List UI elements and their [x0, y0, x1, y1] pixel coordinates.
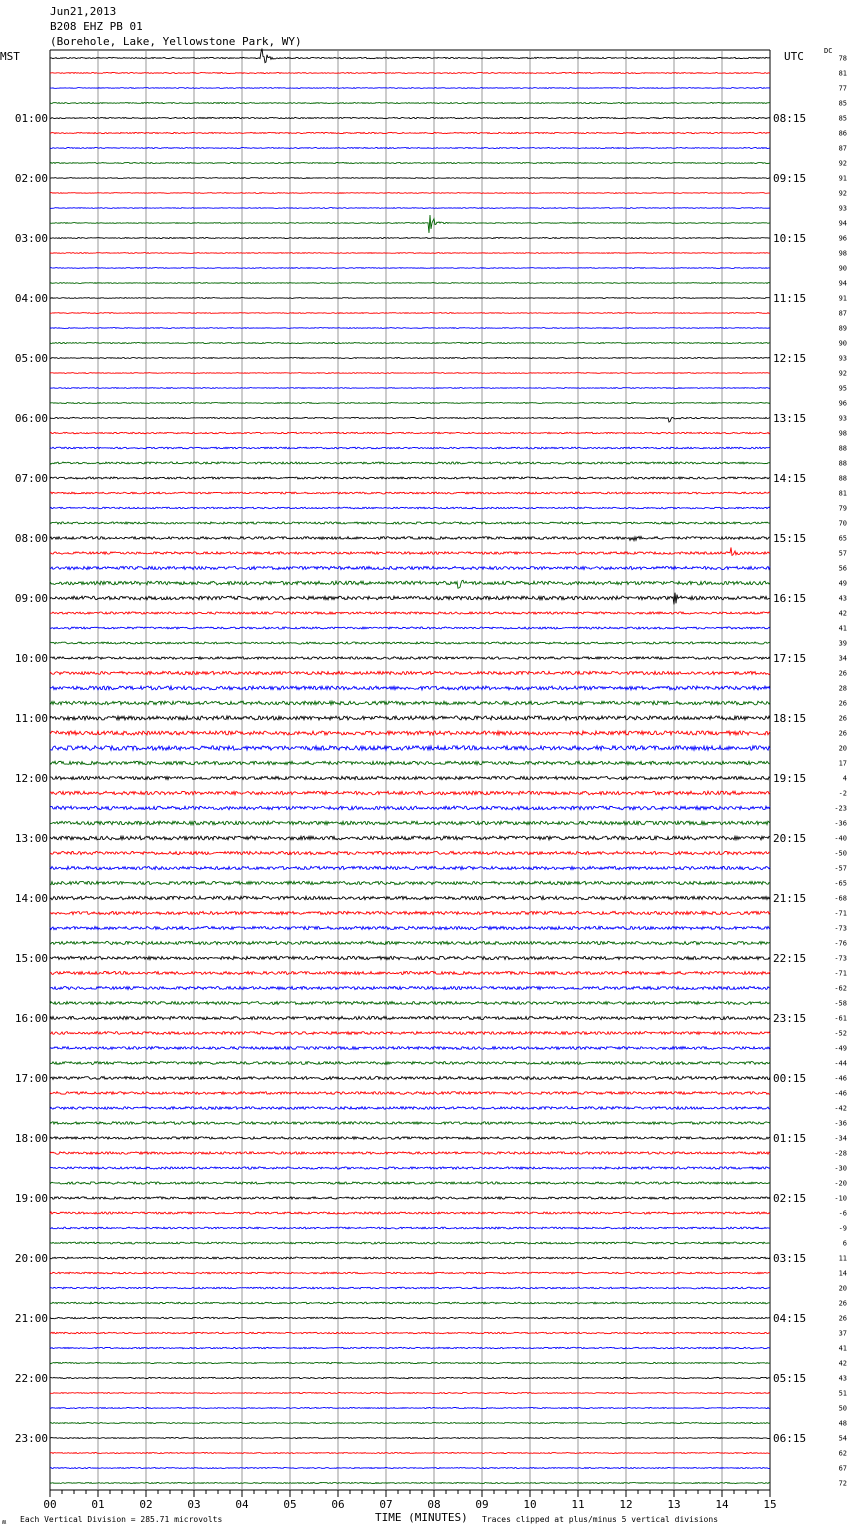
right-hour-label: 04:15: [773, 1312, 807, 1325]
seismic-trace: [50, 1212, 770, 1214]
seismic-trace: [50, 477, 770, 479]
dc-offset-label: 95: [838, 384, 847, 393]
seismic-trace: [50, 806, 770, 810]
x-tick-label: 07: [379, 1498, 393, 1511]
dc-offset-label: -68: [834, 894, 847, 903]
seismic-trace: [50, 103, 770, 104]
dc-offset-label: 41: [838, 1344, 847, 1353]
seismic-trace: [50, 642, 770, 644]
seismic-trace: [50, 88, 770, 89]
seismic-trace: [50, 627, 770, 629]
seismic-trace: [50, 1182, 770, 1184]
dc-offset-label: -57: [834, 864, 847, 873]
dc-offset-label: 50: [838, 1404, 847, 1413]
seismic-trace: [50, 358, 770, 359]
seismic-trace: [50, 417, 770, 422]
dc-offset-label: 93: [838, 414, 847, 423]
dc-offset-label: 96: [838, 399, 847, 408]
seismic-trace: [50, 941, 770, 944]
seismic-trace: [50, 178, 770, 179]
dc-offset-label: -28: [834, 1149, 847, 1158]
right-hour-label: 03:15: [773, 1252, 807, 1265]
seismic-trace: [50, 73, 770, 74]
dc-offset-label: -46: [834, 1074, 847, 1083]
x-tick-label: 10: [523, 1498, 537, 1511]
dc-offset-label: 56: [838, 564, 847, 573]
left-hour-label: 06:00: [14, 412, 48, 425]
x-tick-label: 00: [43, 1498, 57, 1511]
dc-offset-label: -44: [834, 1059, 847, 1068]
seismic-trace: [50, 132, 770, 133]
seismic-trace: [50, 403, 770, 404]
dc-offset-label: 93: [838, 354, 847, 363]
dc-offset-label: -61: [834, 1014, 847, 1023]
dc-offset-label: 28: [838, 684, 847, 693]
x-tick-label: 02: [139, 1498, 153, 1511]
x-tick-label: 05: [283, 1498, 297, 1511]
scale-note: Each Vertical Division = 285.71 microvolts: [20, 1515, 223, 1524]
seismic-trace: [50, 1227, 770, 1229]
seismic-trace: [50, 1122, 770, 1125]
seismic-trace: [50, 612, 770, 614]
seismic-trace: [50, 1152, 770, 1154]
dc-offset-label: 37: [838, 1329, 847, 1338]
dc-offset-label: 88: [838, 459, 847, 468]
seismic-trace: [50, 148, 770, 149]
dc-offset-label: -73: [834, 924, 847, 933]
x-tick-label: 14: [715, 1498, 729, 1511]
seismic-trace: [50, 866, 770, 869]
left-hour-label: 09:00: [14, 592, 48, 605]
dc-offset-label: 20: [838, 1284, 847, 1293]
dc-offset-label: 93: [838, 204, 847, 213]
dc-offset-label: 48: [838, 1419, 847, 1428]
seismic-trace: [50, 1062, 770, 1065]
dc-offset-label: 88: [838, 474, 847, 483]
seismic-trace: [50, 215, 770, 233]
seismic-trace: [50, 657, 770, 659]
dc-offset-label: -65: [834, 879, 847, 888]
dc-offset-label: 91: [838, 174, 847, 183]
seismic-trace: [50, 746, 770, 750]
seismic-trace: [50, 1242, 770, 1244]
seismic-trace: [50, 911, 770, 914]
seismic-trace: [50, 926, 770, 929]
left-hour-label: 18:00: [14, 1132, 48, 1145]
dc-offset-label: -71: [834, 969, 847, 978]
dc-offset-label: 34: [838, 654, 847, 663]
left-hour-label: 07:00: [14, 472, 48, 485]
dc-offset-label: -52: [834, 1029, 847, 1038]
right-hour-label: 16:15: [773, 592, 807, 605]
dc-offset-label: 92: [838, 369, 847, 378]
dc-offset-label: -73: [834, 954, 847, 963]
dc-offset-label: 54: [838, 1434, 847, 1443]
seismic-trace: [50, 731, 770, 735]
left-hour-label: 20:00: [14, 1252, 48, 1265]
left-hour-label: 23:00: [14, 1432, 48, 1445]
dc-offset-label: 20: [838, 744, 847, 753]
dc-offset-label: 11: [838, 1254, 847, 1263]
dc-offset-label: 91: [838, 294, 847, 303]
dc-offset-label: 14: [838, 1269, 847, 1278]
right-hour-label: 05:15: [773, 1372, 807, 1385]
dc-offset-label: 51: [838, 1389, 847, 1398]
right-hour-label: 17:15: [773, 652, 807, 665]
left-hour-label: 15:00: [14, 952, 48, 965]
seismic-trace: [50, 851, 770, 854]
dc-offset-label: -50: [834, 849, 847, 858]
seismic-trace: [50, 566, 770, 569]
left-hour-label: 03:00: [14, 232, 48, 245]
dc-offset-label: 87: [838, 144, 847, 153]
seismic-trace: [50, 507, 770, 509]
seismic-trace: [50, 1197, 770, 1199]
dc-offset-label: -30: [834, 1164, 847, 1173]
dc-offset-label: -71: [834, 909, 847, 918]
dc-offset-label: -10: [834, 1194, 847, 1203]
seismic-trace: [50, 896, 770, 899]
dc-offset-label: -62: [834, 984, 847, 993]
seismic-trace: [50, 1423, 770, 1424]
dc-offset-label: 86: [838, 129, 847, 138]
dc-offset-label: 17: [838, 759, 847, 768]
seismic-trace: [50, 447, 770, 449]
seismic-trace: [50, 298, 770, 299]
dc-offset-label: 49: [838, 579, 847, 588]
dc-offset-label: 4: [842, 774, 847, 783]
dc-offset-label: 70: [838, 519, 847, 528]
seismic-trace: [50, 1347, 770, 1348]
seismic-trace: [50, 547, 770, 555]
left-hour-label: 22:00: [14, 1372, 48, 1385]
seismic-trace: [50, 716, 770, 720]
dc-offset-label: -76: [834, 939, 847, 948]
x-tick-label: 06: [331, 1498, 345, 1511]
seismic-trace: [50, 208, 770, 209]
seismic-trace: [50, 1272, 770, 1274]
dc-offset-label: 98: [838, 249, 847, 258]
dc-offset-label: -6: [838, 1209, 847, 1218]
seismic-trace: [50, 881, 770, 884]
seismic-trace: [50, 1287, 770, 1289]
dc-offset-label: 90: [838, 264, 847, 273]
corner-mark: ʍ: [2, 1518, 7, 1526]
seismic-trace: [50, 49, 770, 63]
dc-offset-label: 88: [838, 444, 847, 453]
dc-offset-label: -23: [834, 804, 847, 813]
left-hour-label: 01:00: [14, 112, 48, 125]
right-hour-label: 20:15: [773, 832, 807, 845]
seismic-trace: [50, 1393, 770, 1394]
seismic-trace: [50, 1408, 770, 1409]
dc-offset-label: -36: [834, 1119, 847, 1128]
dc-offset-label: 43: [838, 1374, 847, 1383]
x-axis-title: TIME (MINUTES): [375, 1511, 468, 1524]
dc-offset-label: 98: [838, 429, 847, 438]
dc-offset-label: 81: [838, 489, 847, 498]
seismic-trace: [50, 283, 770, 284]
dc-offset-label: 79: [838, 504, 847, 513]
dc-offset-label: 62: [838, 1449, 847, 1458]
right-hour-label: 21:15: [773, 892, 807, 905]
dc-offset-label: 94: [838, 219, 847, 228]
dc-offset-label: -2: [838, 789, 847, 798]
right-hour-label: 10:15: [773, 232, 807, 245]
dc-offset-label: 96: [838, 234, 847, 243]
seismic-trace: [50, 972, 770, 975]
seismic-trace: [50, 776, 770, 779]
seismic-trace: [50, 1257, 770, 1259]
seismic-trace: [50, 193, 770, 194]
seismic-trace: [50, 373, 770, 374]
dc-offset-label: 65: [838, 534, 847, 543]
dc-offset-label: 92: [838, 189, 847, 198]
seismic-trace: [50, 1377, 770, 1378]
seismic-trace: [50, 313, 770, 314]
seismic-trace: [50, 1047, 770, 1050]
seismic-trace: [50, 1092, 770, 1095]
right-hour-label: 02:15: [773, 1192, 807, 1205]
date-label: Jun21,2013: [50, 5, 117, 18]
x-tick-label: 09: [475, 1498, 489, 1511]
seismic-trace: [50, 1468, 770, 1469]
x-tick-label: 11: [571, 1498, 585, 1511]
seismic-trace: [50, 1302, 770, 1304]
dc-offset-label: 89: [838, 324, 847, 333]
dc-offset-label: 42: [838, 609, 847, 618]
dc-offset-label: -58: [834, 999, 847, 1008]
dc-offset-label: 78: [838, 54, 847, 63]
dc-offset-label: 26: [838, 1314, 847, 1323]
seismic-trace: [50, 956, 770, 959]
seismic-trace: [50, 328, 770, 329]
right-hour-label: 09:15: [773, 172, 807, 185]
right-hour-label: 12:15: [773, 352, 807, 365]
seismic-trace: [50, 761, 770, 764]
dc-offset-label: -36: [834, 819, 847, 828]
dc-offset-label: -20: [834, 1179, 847, 1188]
seismic-trace: [50, 1002, 770, 1005]
right-hour-label: 14:15: [773, 472, 807, 485]
x-tick-label: 12: [619, 1498, 633, 1511]
seismic-trace: [50, 580, 770, 588]
seismic-trace: [50, 701, 770, 705]
dc-offset-label: -34: [834, 1134, 847, 1143]
seismic-trace: [50, 1077, 770, 1080]
dc-offset-label: 67: [838, 1464, 847, 1473]
x-tick-label: 13: [667, 1498, 681, 1511]
dc-offset-label: 77: [838, 84, 847, 93]
x-tick-label: 01: [91, 1498, 105, 1511]
right-hour-label: 15:15: [773, 532, 807, 545]
right-timezone-label: UTC: [784, 50, 804, 63]
dc-offset-label: 92: [838, 159, 847, 168]
seismic-trace: [50, 432, 770, 433]
seismic-trace: [50, 238, 770, 239]
right-hour-label: 06:15: [773, 1432, 807, 1445]
right-hour-label: 13:15: [773, 412, 807, 425]
dc-offset-label: -9: [838, 1224, 847, 1233]
dc-offset-label: 26: [838, 1299, 847, 1308]
dc-offset-label: 41: [838, 624, 847, 633]
left-hour-label: 12:00: [14, 772, 48, 785]
seismic-trace: [50, 593, 770, 605]
right-hour-label: 00:15: [773, 1072, 807, 1085]
seismic-trace: [50, 1167, 770, 1169]
seismic-trace: [50, 1362, 770, 1363]
dc-offset-label: 81: [838, 69, 847, 78]
dc-offset-label: 26: [838, 714, 847, 723]
right-hour-label: 23:15: [773, 1012, 807, 1025]
x-tick-label: 08: [427, 1498, 441, 1511]
dc-offset-label: -46: [834, 1089, 847, 1098]
seismic-trace: [50, 1453, 770, 1454]
seismic-trace: [50, 536, 770, 540]
x-tick-label: 15: [763, 1498, 777, 1511]
dc-offset-label: -49: [834, 1044, 847, 1053]
seismic-trace: [50, 1107, 770, 1110]
right-hour-label: 19:15: [773, 772, 807, 785]
dc-offset-label: 26: [838, 699, 847, 708]
dc-offset-label: 85: [838, 99, 847, 108]
left-hour-label: 11:00: [14, 712, 48, 725]
seismic-trace: [50, 791, 770, 795]
seismic-trace: [50, 836, 770, 840]
dc-offset-label: 72: [838, 1479, 847, 1488]
seismic-trace: [50, 1032, 770, 1035]
dc-offset-label: 26: [838, 669, 847, 678]
seismic-trace: [50, 987, 770, 990]
x-tick-label: 03: [187, 1498, 201, 1511]
seismic-trace: [50, 671, 770, 674]
seismic-trace: [50, 821, 770, 825]
seismic-trace: [50, 268, 770, 269]
left-hour-label: 16:00: [14, 1012, 48, 1025]
left-hour-label: 05:00: [14, 352, 48, 365]
left-hour-label: 13:00: [14, 832, 48, 845]
station-label: B208 EHZ PB 01: [50, 20, 143, 33]
left-hour-label: 14:00: [14, 892, 48, 905]
dc-offset-label: 39: [838, 639, 847, 648]
dc-offset-label: 43: [838, 594, 847, 603]
dc-offset-label: 94: [838, 279, 847, 288]
left-hour-label: 10:00: [14, 652, 48, 665]
seismic-trace: [50, 492, 770, 494]
seismic-trace: [50, 253, 770, 254]
seismic-trace: [50, 342, 770, 343]
dc-offset-label: 6: [842, 1239, 847, 1248]
dc-column-label: DC: [824, 47, 833, 55]
left-hour-label: 02:00: [14, 172, 48, 185]
seismic-trace: [50, 1317, 770, 1318]
seismic-trace: [50, 1016, 770, 1019]
seismic-trace: [50, 1483, 770, 1484]
seismic-trace: [50, 1332, 770, 1333]
seismic-trace: [50, 117, 770, 118]
clip-note: Traces clipped at plus/minus 5 vertical divisions: [482, 1515, 719, 1524]
right-hour-label: 01:15: [773, 1132, 807, 1145]
x-tick-label: 04: [235, 1498, 249, 1511]
left-hour-label: 04:00: [14, 292, 48, 305]
dc-offset-label: -40: [834, 834, 847, 843]
dc-offset-label: 42: [838, 1359, 847, 1368]
dc-offset-label: -42: [834, 1104, 847, 1113]
seismic-trace: [50, 388, 770, 389]
seismic-trace: [50, 462, 770, 464]
dc-offset-label: 85: [838, 114, 847, 123]
seismic-trace: [50, 686, 770, 690]
seismic-trace: [50, 522, 770, 524]
right-hour-label: 08:15: [773, 112, 807, 125]
left-hour-label: 21:00: [14, 1312, 48, 1325]
left-hour-label: 08:00: [14, 532, 48, 545]
right-hour-label: 22:15: [773, 952, 807, 965]
left-timezone-label: MST: [0, 50, 20, 63]
dc-offset-label: 90: [838, 339, 847, 348]
seismic-trace: [50, 1137, 770, 1139]
seismic-trace: [50, 1438, 770, 1439]
dc-offset-label: 57: [838, 549, 847, 558]
dc-offset-label: 87: [838, 309, 847, 318]
dc-offset-label: 26: [838, 729, 847, 738]
seismic-trace: [50, 163, 770, 164]
left-hour-label: 19:00: [14, 1192, 48, 1205]
right-hour-label: 18:15: [773, 712, 807, 725]
left-hour-label: 17:00: [14, 1072, 48, 1085]
right-hour-label: 11:15: [773, 292, 807, 305]
location-label: (Borehole, Lake, Yellowstone Park, WY): [50, 35, 302, 48]
